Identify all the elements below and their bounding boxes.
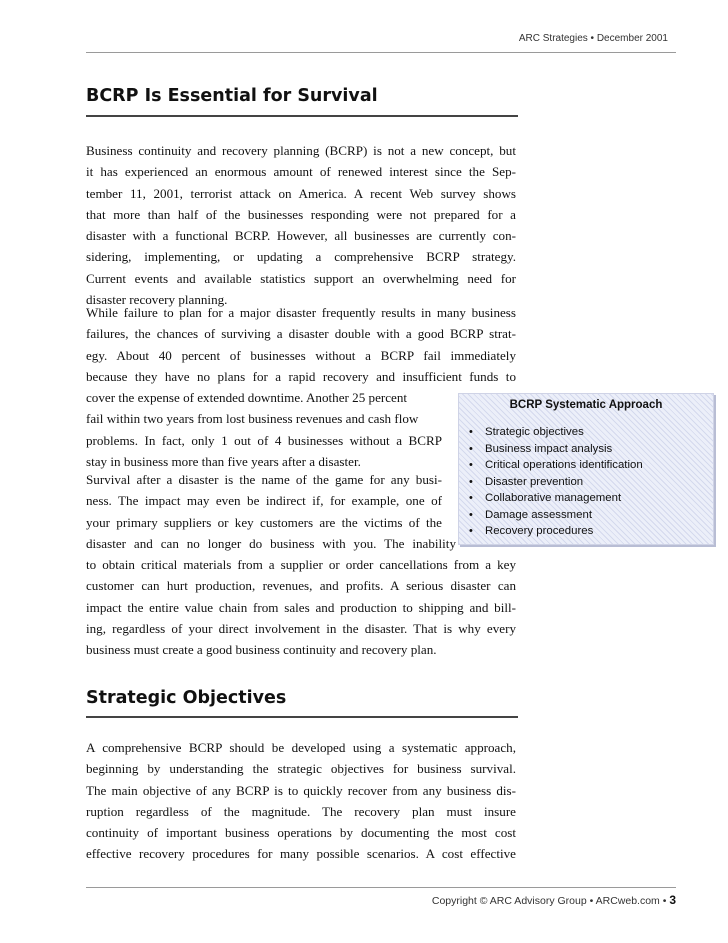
header-divider — [86, 52, 676, 53]
list-item-label: Strategic objectives — [485, 426, 584, 438]
section-title-bcrp-essential: BCRP Is Essential for Survival — [86, 86, 378, 106]
paragraph-survival — [86, 469, 516, 661]
text-line: disaster and can no longer do business with you. The inability — [86, 535, 456, 551]
text-line: impact the entire value chain from sales and production to shipping and bill- — [86, 599, 516, 615]
sidebar-systematic-approach — [458, 393, 714, 545]
text-line: disaster recovery planning. — [86, 292, 228, 308]
text-line: because they have no plans for a rapid recovery and insufficient funds to — [86, 368, 516, 384]
text-line: beginning by understanding the strategic objectives for business survival. — [86, 761, 516, 777]
paragraph-failure-stats — [86, 302, 516, 472]
list-item — [469, 441, 643, 458]
section-title-underline — [86, 115, 518, 117]
text-line: stay in business more than five years after a disaster. — [86, 454, 361, 470]
footer-copyright: Copyright © ARC Advisory Group • ARCweb.com • — [431, 895, 667, 907]
text-line: ness. The impact may even be indirect if, for example, one of — [86, 493, 442, 509]
bullet-icon: • — [469, 508, 473, 521]
text-line: Current events and available statistics support an overwhelming need for — [86, 270, 516, 286]
text-line: sidering, implementing, or updating a comprehensive BCRP strategy. — [86, 249, 516, 265]
text-line: Survival after a disaster is the name of the game for any busi- — [86, 472, 442, 487]
text-line: to obtain critical materials from a supplier or order cancellations from a key — [86, 557, 516, 573]
list-item — [469, 457, 643, 474]
text-line: customer can hurt production, revenues, and profits. A serious disaster can — [86, 578, 516, 594]
section-title-underline — [86, 716, 518, 718]
text-line: tember 11, 2001, terrorist attack on America. A recent Web survey shows — [86, 185, 516, 201]
bullet-icon: • — [469, 459, 473, 471]
text-line: Business continuity and recovery planning (BCRP) is not a new concept, but — [86, 143, 516, 158]
paragraph-bcrp-intro — [86, 140, 516, 310]
bullet-icon: • — [469, 525, 473, 537]
paragraph-strategic-objectives — [86, 737, 516, 865]
text-line: effective recovery procedures for many possible scenarios. A cost effective — [86, 846, 516, 862]
text-line: problems. In fact, only 1 out of 4 businesses without a BCRP — [86, 432, 442, 448]
running-header: ARC Strategies • December 2001 — [518, 33, 668, 44]
list-item-label: Disaster prevention — [485, 475, 584, 488]
list-item — [469, 474, 643, 491]
bullet-icon: • — [469, 442, 473, 455]
text-line: egy. About 40 percent of businesses without a BCRP fail immediately — [86, 347, 516, 363]
bullet-icon: • — [469, 492, 473, 504]
text-line: disaster with a functional BCRP. However, all businesses are currently con- — [86, 228, 516, 244]
page-number: 3 — [669, 893, 676, 907]
list-item-label: Business impact analysis — [485, 442, 613, 455]
sidebar-list — [469, 424, 643, 540]
footer-divider — [86, 887, 676, 888]
list-item-label: Damage assessment — [485, 508, 592, 521]
bullet-icon: • — [469, 426, 473, 438]
list-item — [469, 424, 643, 441]
text-line: While failure to plan for a major disaster frequently results in many business — [86, 305, 516, 320]
text-line: failures, the chances of surviving a disaster double with a good BCRP strat- — [86, 326, 516, 342]
text-line: your primary suppliers or key customers are the victims of the — [86, 514, 442, 530]
text-line: A comprehensive BCRP should be developed using a systematic approach, — [86, 740, 516, 755]
page-footer — [432, 893, 676, 907]
text-line: business must create a good business continuity and recovery plan. — [86, 642, 437, 658]
text-line: ruption regardless of the magnitude. The recovery plan must insure — [86, 803, 516, 819]
list-item-label: Collaborative management — [485, 492, 622, 504]
text-line: it has experienced an enormous amount of renewed interest since the Sep- — [86, 164, 516, 180]
section-title-strategic-objectives: Strategic Objectives — [86, 688, 287, 708]
list-item — [469, 490, 643, 507]
bullet-icon: • — [469, 475, 473, 488]
text-line: that more than half of the businesses responding were not prepared for a — [86, 206, 516, 222]
text-line: continuity of important business operations by documenting the most cost — [86, 825, 516, 841]
list-item-label: Critical operations identification — [485, 459, 643, 471]
sidebar-title: BCRP Systematic Approach — [509, 399, 663, 411]
text-line: cover the expense of extended downtime. Another 25 percent — [86, 390, 408, 406]
text-line: ing, regardless of your direct involvement in the disaster. That is why every — [86, 621, 516, 637]
text-line: The main objective of any BCRP is to quickly recover from any business dis- — [86, 782, 516, 798]
list-item-label: Recovery procedures — [485, 525, 594, 537]
list-item — [469, 507, 643, 524]
text-line: fail within two years from lost business revenues and cash flow — [86, 411, 419, 427]
list-item — [469, 523, 643, 540]
